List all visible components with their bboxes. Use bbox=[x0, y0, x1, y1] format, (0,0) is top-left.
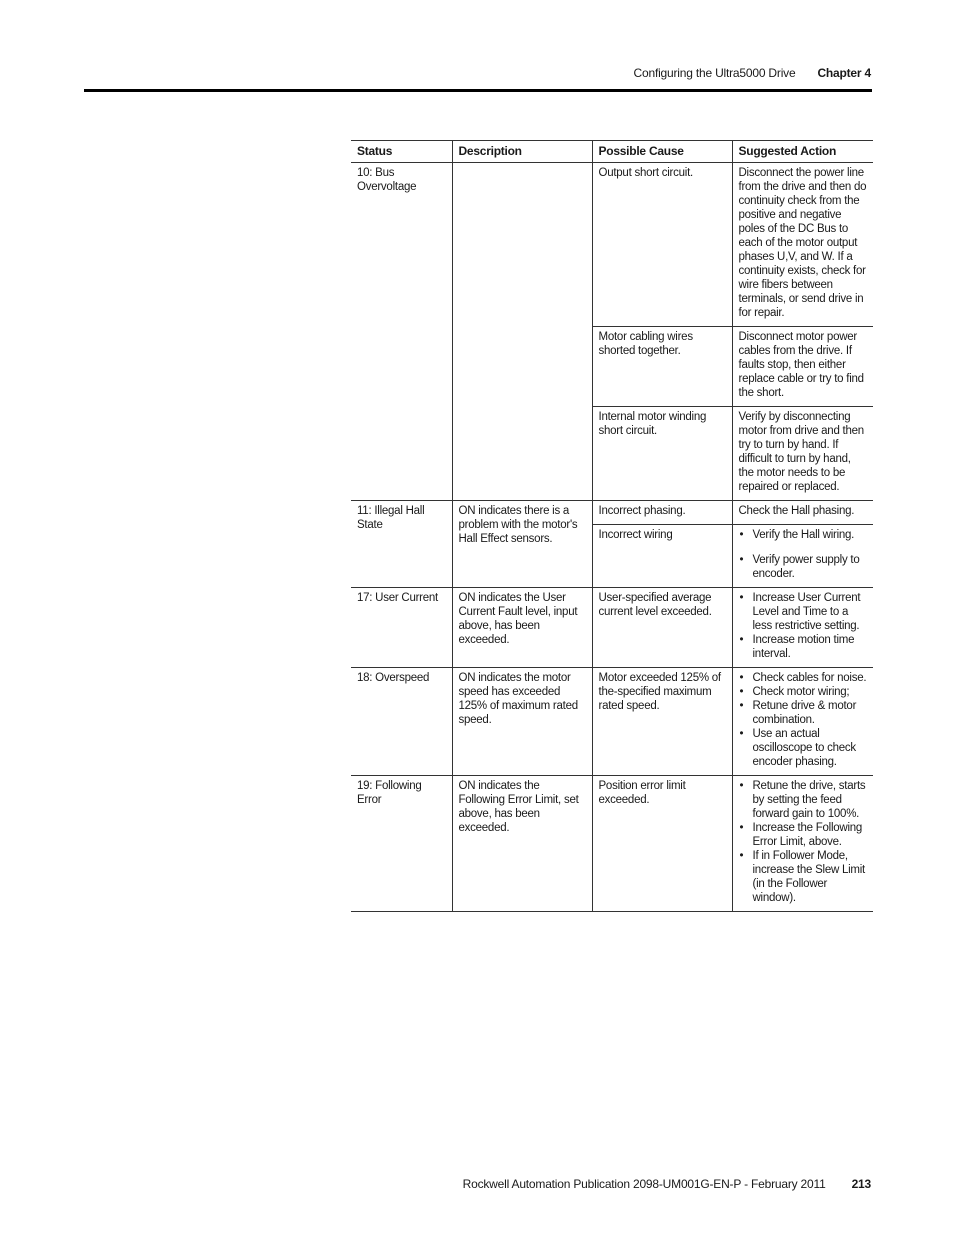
page-number: 213 bbox=[851, 1177, 871, 1191]
cause-cell: Output short circuit. bbox=[592, 163, 732, 327]
table-row bbox=[351, 588, 873, 668]
action-cell: Verify by disconnecting motor from drive and then try to turn by hand. If difficult to turn by hand, the motor needs to be repaired or replaced. bbox=[732, 407, 873, 501]
table-row bbox=[351, 776, 873, 912]
cause-cell: Internal motor winding short circuit. bbox=[592, 407, 732, 501]
description-cell bbox=[452, 163, 592, 501]
status-cell: 11: Illegal Hall State bbox=[351, 501, 452, 588]
cause-cell: Incorrect wiring bbox=[592, 525, 732, 588]
cause-cell: Position error limit exceeded. bbox=[592, 776, 732, 912]
action-list-item: • Verify power supply to encoder. bbox=[753, 553, 868, 581]
table-row bbox=[351, 501, 873, 525]
action-list bbox=[739, 591, 868, 661]
column-header-possible-cause: Possible Cause bbox=[592, 141, 732, 163]
header-rule bbox=[84, 89, 872, 92]
action-cell bbox=[732, 525, 873, 588]
action-cell: Disconnect the power line from the drive and then do continuity check from the positive and negative poles of the DC Bus to each of the motor output phases U,V, and W. If a continuity exists, check for wire fibers between terminals, or send drive in for repair. bbox=[732, 163, 873, 327]
page-header bbox=[634, 66, 871, 80]
action-list-item: • Increase the Following Error Limit, above. bbox=[753, 821, 868, 849]
publication-info: Rockwell Automation Publication 2098-UM001G-EN-P - February 2011 bbox=[462, 1177, 826, 1191]
description-cell: ON indicates the User Current Fault level, input above, has been exceeded. bbox=[452, 588, 592, 668]
table-row bbox=[351, 668, 873, 776]
action-list-item: • Verify the Hall wiring. bbox=[753, 528, 868, 542]
action-list bbox=[739, 779, 868, 905]
status-cell: 17: User Current bbox=[351, 588, 452, 668]
action-list-item: • Check motor wiring; bbox=[753, 685, 868, 699]
action-cell: Check the Hall phasing. bbox=[732, 501, 873, 525]
table-row bbox=[351, 163, 873, 327]
cause-cell: User-specified average current level exceeded. bbox=[592, 588, 732, 668]
action-cell bbox=[732, 668, 873, 776]
status-cell: 19: Following Error bbox=[351, 776, 452, 912]
column-header-status: Status bbox=[351, 141, 452, 163]
action-list-item: • Retune drive & motor combination. bbox=[753, 699, 868, 727]
page-footer bbox=[463, 1177, 871, 1191]
action-list-item: • Increase motion time interval. bbox=[753, 633, 868, 661]
action-list-item: • Increase User Current Level and Time to a less restrictive setting. bbox=[753, 591, 868, 633]
section-title: Configuring the Ultra5000 Drive bbox=[633, 66, 796, 80]
action-cell: Disconnect motor power cables from the drive. If faults stop, then either replace cable or try to find the short. bbox=[732, 327, 873, 407]
column-header-suggested-action: Suggested Action bbox=[732, 141, 873, 163]
cause-cell: Motor exceeded 125% of the-specified maximum rated speed. bbox=[592, 668, 732, 776]
action-list-item: • Use an actual oscilloscope to check encoder phasing. bbox=[753, 727, 868, 769]
action-list-item: • Check cables for noise. bbox=[753, 671, 868, 685]
description-cell: ON indicates there is a problem with the motor's Hall Effect sensors. bbox=[452, 501, 592, 588]
cause-cell: Incorrect phasing. bbox=[592, 501, 732, 525]
fault-table bbox=[351, 140, 873, 912]
action-list-item: • Retune the drive, starts by setting the feed forward gain to 100%. bbox=[753, 779, 868, 821]
column-header-description: Description bbox=[452, 141, 592, 163]
cause-cell: Motor cabling wires shorted together. bbox=[592, 327, 732, 407]
table-header-row bbox=[351, 141, 873, 163]
description-cell: ON indicates the motor speed has exceeded 125% of maximum rated speed. bbox=[452, 668, 592, 776]
action-cell bbox=[732, 776, 873, 912]
description-cell: ON indicates the Following Error Limit, set above, has been exceeded. bbox=[452, 776, 592, 912]
action-list-item: • If in Follower Mode, increase the Slew Limit (in the Follower window). bbox=[753, 849, 868, 905]
action-list bbox=[739, 671, 868, 769]
status-cell: 18: Overspeed bbox=[351, 668, 452, 776]
chapter-label: Chapter 4 bbox=[817, 66, 871, 80]
action-list bbox=[739, 528, 868, 581]
action-cell bbox=[732, 588, 873, 668]
status-cell: 10: Bus Overvoltage bbox=[351, 163, 452, 501]
